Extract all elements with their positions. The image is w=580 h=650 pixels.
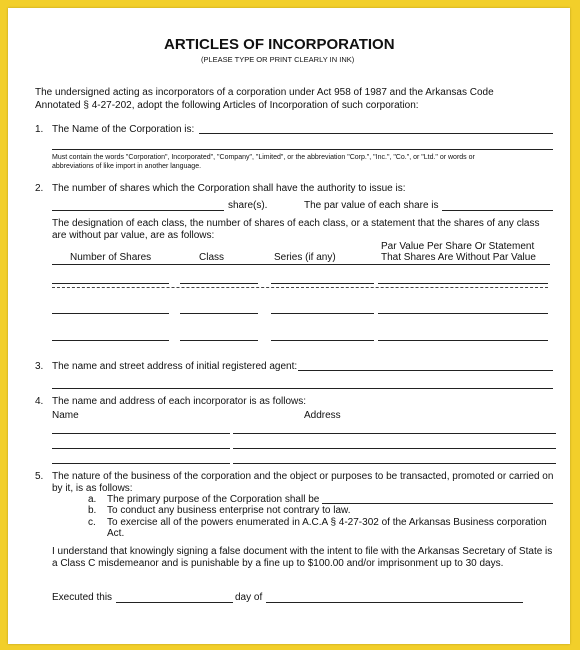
intro-line-1: The undersigned acting as incorporators of a corporation under Act 958 of 1987 and the Arkansas Code [35, 87, 494, 98]
item5-c-text-line-1: To exercise all of the powers enumerated in A.C.A § 4-27-302 of the Arkansas Business corporation [107, 517, 547, 528]
item5-c-letter: c. [88, 517, 96, 528]
share-row-1-class[interactable] [180, 283, 258, 284]
share-row-3-shares[interactable] [52, 340, 169, 341]
share-row-2-class[interactable] [180, 313, 258, 314]
designation-line-1: The designation of each class, the number of shares of each class, or a statement that the shares of any class [52, 218, 540, 229]
incorporator-3-address[interactable] [233, 463, 556, 464]
share-table-header-rule [52, 264, 550, 265]
item5-a-text: The primary purpose of the Corporation shall be [107, 494, 320, 505]
item1-note-line-2: abbreviations of like import in another language. [52, 163, 202, 170]
incorporator-name-header: Name [52, 410, 79, 421]
incorporator-address-header: Address [304, 410, 341, 421]
item1-note-line-1: Must contain the words "Corporation", Incorporated", "Company", "Limited", or the abbreviation "Corp.", "Inc.", "Co.", or "Ltd." or words or [52, 154, 475, 161]
col-class: Class [199, 252, 225, 263]
executed-day-field[interactable] [116, 602, 233, 603]
incorporator-3-name[interactable] [52, 463, 230, 464]
item2-number: 2. [35, 183, 44, 194]
share-row-3-series[interactable] [271, 340, 374, 341]
primary-purpose-field[interactable] [322, 503, 553, 504]
item2-label: The number of shares which the Corporation shall have the authority to issue is: [52, 183, 406, 194]
item1-label: The Name of the Corporation is: [52, 124, 195, 135]
col-par-line-2: That Shares Are Without Par Value [381, 252, 536, 263]
share-row-1-series[interactable] [271, 283, 374, 284]
incorporator-2-name[interactable] [52, 448, 230, 449]
item5-label-line-1: The nature of the business of the corporation and the object or purposes to be transacted, promoted or carried on [52, 471, 554, 482]
item5-number: 5. [35, 471, 44, 482]
item5-b-letter: b. [88, 505, 97, 516]
registered-agent-field[interactable] [298, 370, 553, 371]
share-row-2-series[interactable] [271, 313, 374, 314]
form-title: ARTICLES OF INCORPORATION [164, 36, 395, 53]
form-subtitle: (PLEASE TYPE OR PRINT CLEARLY IN INK) [201, 55, 355, 64]
incorporator-2-address[interactable] [233, 448, 556, 449]
registered-agent-field-2[interactable] [52, 388, 553, 389]
item1-number: 1. [35, 124, 44, 135]
item3-number: 3. [35, 361, 44, 372]
share-row-3-par[interactable] [378, 340, 548, 341]
item5-a-letter: a. [88, 494, 97, 505]
share-row-1-shares[interactable] [52, 283, 169, 284]
designation-line-2: are without par value, are as follows: [52, 230, 215, 241]
par-value-field[interactable] [442, 210, 553, 211]
share-row-1-par[interactable] [378, 283, 548, 284]
day-of-label: day of [235, 592, 263, 603]
intro-line-2: Annotated § 4-27-202, adopt the following Articles of Incorporation of such corporation: [35, 100, 419, 111]
item5-label-line-2: by it, is as follows: [52, 483, 133, 494]
executed-this-label: Executed this [52, 592, 113, 603]
col-number-of-shares: Number of Shares [70, 252, 152, 263]
statement-line-1: I understand that knowingly signing a false document with the intent to file with the Arkansas Secretary of State is [52, 546, 553, 557]
item5-c-text-line-2: Act. [107, 528, 125, 539]
item4-label: The name and address of each incorporator is as follows: [52, 396, 307, 407]
item5-b-text: To conduct any business enterprise not contrary to law. [107, 505, 351, 516]
form-page [8, 8, 570, 644]
statement-line-2: a Class C misdemeanor and is punishable by a fine up to $100.00 and/or imprisonment up to 30 days. [52, 558, 504, 569]
incorporator-1-name[interactable] [52, 433, 230, 434]
par-value-label: The par value of each share is [304, 200, 439, 211]
shares-suffix: share(s). [228, 200, 268, 211]
col-series: Series (if any) [274, 252, 336, 263]
share-row-2-par[interactable] [378, 313, 548, 314]
executed-month-field[interactable] [266, 602, 523, 603]
share-row-3-class[interactable] [180, 340, 258, 341]
incorporator-1-address[interactable] [233, 433, 556, 434]
item4-number: 4. [35, 396, 44, 407]
share-row-2-shares[interactable] [52, 313, 169, 314]
corporation-name-field[interactable] [199, 133, 553, 134]
corporation-name-field-2[interactable] [52, 149, 553, 150]
item3-label: The name and street address of initial registered agent: [52, 361, 298, 372]
col-par-line-1: Par Value Per Share Or Statement [381, 241, 535, 252]
share-row-1-sub [52, 287, 548, 288]
shares-count-field[interactable] [52, 210, 224, 211]
